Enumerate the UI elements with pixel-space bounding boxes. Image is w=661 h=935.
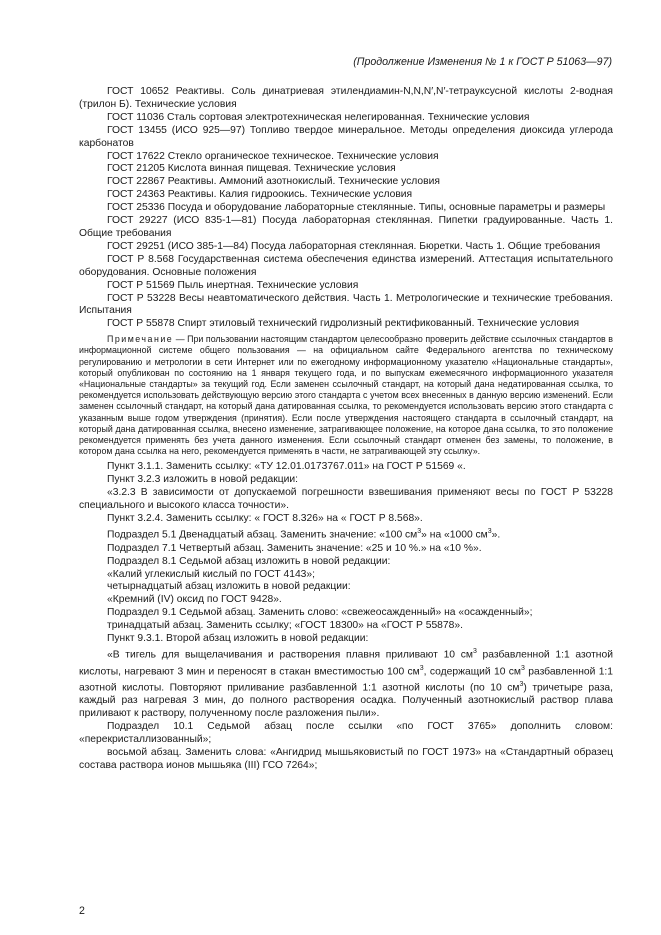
- note-paragraph: [79, 334, 613, 457]
- amendment-paragraph: восьмой абзац. Заменить слова: «Ангидрид мышьяковистый по ГОСТ 1973» на «Стандартный образец состава раствора ионов мышьяка (III) ГСО 7264»;: [79, 747, 613, 772]
- amendment-paragraph: четырнадцатый абзац изложить в новой редакции:: [107, 581, 351, 593]
- amendment-paragraph: Пункт 3.2.3 изложить в новой редакции:: [107, 474, 299, 486]
- amendments: [79, 461, 613, 773]
- reference-list: [79, 86, 613, 331]
- amendment-paragraph: Подраздел 9.1 Седьмой абзац. Заменить слово: «свежеосажденный» на «осажденный»;: [107, 607, 533, 619]
- reference-item: ГОСТ 10652 Реактивы. Соль динатриевая этилендиамин-N,N,N′,N′-тетрауксусной кислоты 2-водная (трилон Б). Технические условия: [79, 86, 613, 110]
- amendment-paragraph: Подраздел 10.1 Седьмой абзац после ссылки «по ГОСТ 3765» дополнить словом: «перекристаллизованный»;: [79, 721, 613, 746]
- note-text: — При пользовании настоящим стандартом целесообразно проверить действие ссылочных стандартов в информационной системе общего пользования — на официальном сайте Федерального агентства по техническому регулированию и метрологии в сети Интернет или по ежегодному информационному указателю «Национальные стандарты», который опубликован по состоянию на 1 января текущего года, и по выпускам ежемесячного информационного указателя «Национальные стандарты» за текущий год. Если заменен ссылочный стандарт, на который дана недатированная ссылка, то рекомендуется использовать действующую версию этого стандарта с учетом всех внесенных в данную версию изменений. Если заменен ссылочный стандарт, на который дана датированная ссылка, то рекомендуется использовать версию этого стандарта с указанным выше годом утверждения (принятия). Если после утверждения настоящего стандарта в ссылочный стандарт, на который дана датированная ссылка, внесено изменение, затрагивающее положение, на которое дана ссылка, то это положение рекомендуется применять без учета данного изменения. Если ссылочный стандарт отменен без замены, то положение, в котором дана ссылка на него, рекомендуется применять в части, не затрагивающей эту ссылку».: [79, 334, 613, 457]
- amendment-paragraph: Пункт 3.1.1. Заменить ссылку: «ТУ 12.01.0173767.011» на ГОСТ Р 51569 «.: [107, 461, 466, 473]
- amendment-paragraph: «Кремний (IV) оксид по ГОСТ 9428».: [107, 594, 282, 606]
- reference-item: ГОСТ 13455 (ИСО 925—97) Топливо твердое минеральное. Методы определения диоксида углерода карбонатов: [79, 124, 613, 149]
- amendment-paragraph: Подраздел 8.1 Седьмой абзац изложить в новой редакции:: [107, 555, 391, 567]
- amendment-paragraph: «3.2.3 В зависимости от допускаемой погрешности взвешивания применяют весы по ГОСТ Р 53228 специального и высокого класса точности».: [79, 487, 613, 512]
- reference-item: ГОСТ 29227 (ИСО 835-1—81) Посуда лабораторная стеклянная. Пипетки градуированные. Часть 1. Общие требования: [79, 215, 613, 239]
- reference-item: ГОСТ 17622 Стекло органическое техническое. Технические условия: [107, 150, 439, 162]
- reference-item: ГОСТ 22867 Реактивы. Аммоний азотнокислый. Технические условия: [107, 176, 440, 188]
- reference-item: ГОСТ Р 8.568 Государственная система обеспечения единства измерений. Аттестация испытательного оборудования. Основные положения: [79, 253, 613, 278]
- page-header: (Продолжение Изменения № 1 к ГОСТ Р 51063—97): [353, 56, 612, 68]
- page-number: 2: [79, 905, 85, 917]
- reference-item: ГОСТ Р 53228 Весы неавтоматического действия. Часть 1. Метрологические и технические требования. Испытания: [79, 292, 613, 317]
- document-body: [79, 86, 613, 773]
- amendment-paragraph: Подраздел 5.1 Двенадцатый абзац. Заменить значение: «100 $см^3$» на «1000 $см^3$».: [107, 528, 501, 541]
- amendment-paragraph: Подраздел 7.1 Четвертый абзац. Заменить значение: «25 и 10 %.» на «10 %».: [107, 542, 482, 554]
- reference-item: ГОСТ 25336 Посуда и оборудование лабораторные стеклянные. Типы, основные параметры и размеры: [107, 202, 606, 214]
- amendment-paragraph: Пункт 9.3.1. Второй абзац изложить в новой редакции:: [107, 633, 369, 645]
- reference-item: ГОСТ Р 51569 Пыль инертная. Технические условия: [107, 279, 359, 291]
- note-label: Примечание: [107, 334, 174, 345]
- reference-item: ГОСТ 21205 Кислота винная пищевая. Технические условия: [107, 163, 396, 175]
- reference-item: ГОСТ Р 55878 Спирт этиловый технический гидролизный ректификованный. Технические условия: [107, 318, 580, 330]
- amendment-paragraph: «В тигель для выщелачивания и растворения плавня приливают 10 $см^3$ разбавленной 1:1 азотной кислоты, нагревают 3 мин и переносят в стакан вместимостью 100 $см^3$, содержащий 10 $см^3$ разбавленной 1:1 азотной кислоты. Повторяют приливание разбавленной 1:1 азотной кислоты (по 10 $см^3$) тричетыре раза, каждый раз нагревая 3 мин, до полного растворения осадка. Полученный азотнокислый раствор плава приливают к раствору, полученному после разложения пыли».: [79, 648, 614, 720]
- amendment-paragraph: «Калий углекислый кислый по ГОСТ 4143»;: [107, 568, 315, 580]
- reference-item: ГОСТ 24363 Реактивы. Калия гидроокись. Технические условия: [107, 189, 413, 201]
- amendment-paragraph: Пункт 3.2.4. Заменить ссылку: « ГОСТ 8.326» на « ГОСТ Р 8.568».: [107, 513, 423, 525]
- amendment-paragraph: тринадцатый абзац. Заменить ссылку; «ГОСТ 18300» на «ГОСТ Р 55878».: [107, 620, 463, 632]
- reference-item: ГОСТ 11036 Сталь сортовая электротехническая нелегированная. Технические условия: [107, 111, 530, 123]
- reference-item: ГОСТ 29251 (ИСО 385-1—84) Посуда лабораторная стеклянная. Бюретки. Часть 1. Общие требования: [107, 240, 601, 252]
